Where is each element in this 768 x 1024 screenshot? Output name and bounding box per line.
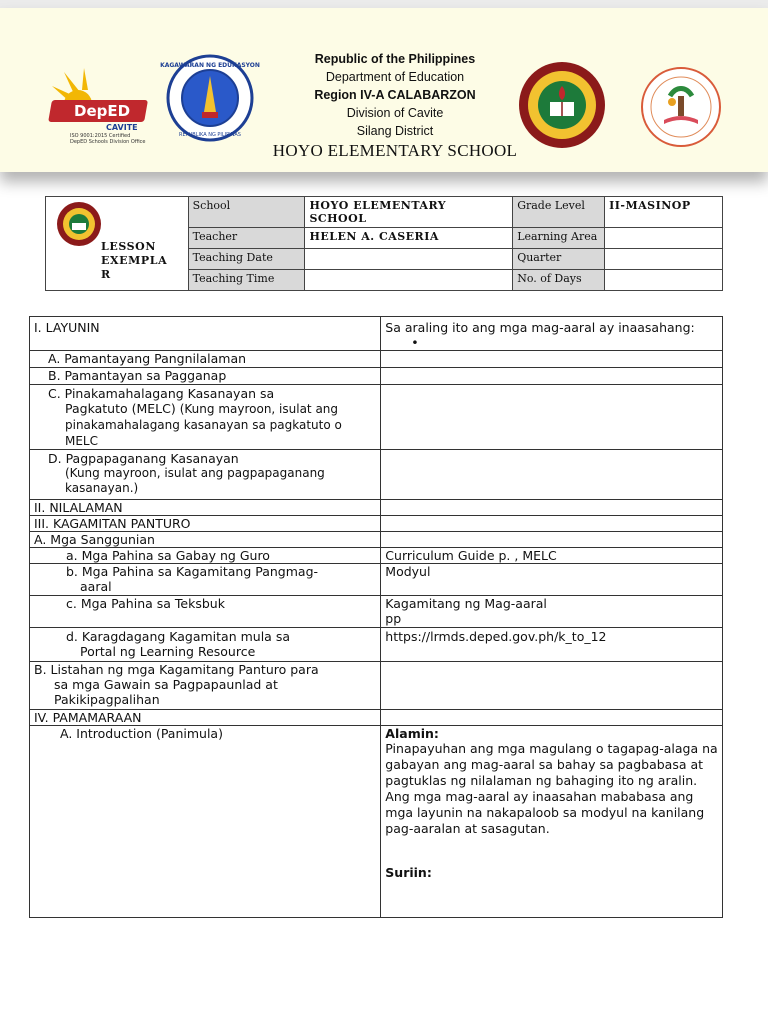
kagamitan-heading: III. KAGAMITAN PANTURO	[30, 516, 381, 532]
listahan-row	[30, 662, 381, 710]
teaching-date-label: Teaching Date	[188, 249, 305, 270]
melc-title: C. Pinakamahalagang Kasanayan sa	[48, 386, 275, 401]
learning-area-value	[605, 228, 723, 249]
layunin-cell	[381, 317, 723, 351]
school-label: School	[188, 197, 305, 228]
grade-value: II-MASINOP	[605, 197, 723, 228]
district-line: Silang District	[356, 124, 434, 138]
region-line: Region IV-A CALABARZON	[314, 88, 476, 102]
listahan-line1: B. Listahan ng mga Kagamitang Panturo para	[34, 662, 319, 677]
sanggunian-heading: A. Mga Sanggunian	[30, 532, 381, 548]
suriin-heading: Suriin:	[385, 865, 432, 880]
top-strip	[0, 0, 768, 8]
pamantayan-pagganap: B. Pamantayan sa Pagganap	[30, 368, 381, 385]
portal-row	[30, 628, 381, 662]
gabay-guro-row: a. Mga Pahina sa Gabay ng Guro	[30, 548, 381, 564]
teaching-time-label: Teaching Time	[188, 270, 305, 291]
melc-label: Pagkatuto (MELC)	[65, 401, 176, 416]
deped-cavite-logo	[48, 66, 156, 146]
lesson-label-line2: EXEMPLA	[101, 254, 168, 267]
pamamaraan-heading: IV. PAMAMARAAN	[30, 710, 381, 726]
teacher-label: Teacher	[188, 228, 305, 249]
lesson-exemplar-label	[101, 240, 167, 282]
quarter-label: Quarter	[513, 249, 605, 270]
portal-line2: Portal ng Learning Resource	[80, 644, 256, 659]
melc-row	[30, 385, 381, 450]
pagpapaganang-title: D. Pagpapaganang Kasanayan	[48, 451, 239, 466]
pamantayan-pagganap-value	[381, 368, 723, 385]
melc-title-line2	[48, 401, 376, 449]
pagpapaganang-note: (Kung mayroon, isulat ang pagpapaganang kasanayan.)	[65, 466, 325, 495]
pagpapaganang-kasanayan	[30, 450, 381, 500]
seal-top-text: KAGAWARAN NG EDUKASYON	[160, 62, 260, 69]
teacher-value: HELEN A. CASERIA	[305, 228, 513, 249]
school-small-seal-icon	[56, 201, 102, 247]
nilalaman-value	[381, 500, 723, 516]
days-value	[605, 270, 723, 291]
pamamaraan-value	[381, 710, 723, 726]
pamantayang-pangnilalaman-value	[381, 351, 723, 368]
republic-line: Republic of the Philippines	[314, 52, 476, 66]
deped-sub-text: CAVITE	[106, 123, 138, 132]
melc-note: (Kung mayroon, isulat ang pinakamahalagang kasanayan sa pagkatuto o MELC	[65, 402, 342, 448]
school-value-line2: SCHOOL	[309, 212, 367, 225]
portal-line1: d. Karagdagang Kagamitan mula sa	[66, 629, 290, 644]
letterhead	[0, 8, 768, 172]
days-label: No. of Days	[513, 270, 605, 291]
alamin-text: Pinapayuhan ang mga magulang o tagapag-alaga na gabayan ang mag-aaral sa bahay sa pagbabasa at pagtuklas ng nilalaman ng bahaging ito ng aralin. Ang mga mag-aaral ay inaasahan mababasa ang mga layunin na nakapaloob sa modyul na kanilang pag-aaralan at sasagutan.	[385, 741, 718, 836]
teksbuk-value-line2: pp	[385, 611, 402, 626]
melc-value	[381, 385, 723, 450]
school-value-line1: HOYO ELEMENTARY	[309, 199, 447, 212]
pagpapaganang-value	[381, 450, 723, 500]
lesson-label-line3: R	[101, 268, 111, 281]
lesson-info-table	[45, 196, 723, 291]
school-value	[305, 197, 513, 228]
introduction-row: A. Introduction (Panimula)	[30, 726, 381, 918]
listahan-value	[381, 662, 723, 710]
deped-cert-2: DepED Schools Division Office	[70, 139, 146, 145]
kagamitan-value	[381, 516, 723, 532]
teaching-time-value	[305, 270, 513, 291]
letterhead-text	[230, 50, 560, 160]
gabay-guro-value: Curriculum Guide p. , MELC	[381, 548, 723, 564]
pamantayang-pangnilalaman: A. Pamantayang Pangnilalaman	[30, 351, 381, 368]
kagamitang-line1: b. Mga Pahina sa Kagamitang Pangmag-	[66, 564, 319, 579]
school-name: HOYO ELEMENTARY SCHOOL	[272, 141, 518, 160]
layunin-bullet: •	[411, 335, 419, 350]
kagamitang-pangmag-aaral-row	[30, 564, 381, 596]
teksbuk-row: c. Mga Pahina sa Teksbuk	[30, 596, 381, 628]
deped-cert-1: ISO 9001:2015 Certified	[70, 133, 131, 139]
layunin-heading: I. LAYUNIN	[30, 317, 381, 351]
teksbuk-value-line1: Kagamitang ng Mag-aaral	[385, 596, 547, 611]
kagamitang-value: Modyul	[381, 564, 723, 596]
introduction-content	[381, 726, 723, 918]
teksbuk-value	[381, 596, 723, 628]
layunin-intro-text: Sa araling ito ang mga mag-aaral ay inaasahang:	[385, 320, 695, 335]
nilalaman-heading: II. NILALAMAN	[30, 500, 381, 516]
alamin-heading: Alamin:	[385, 726, 439, 741]
lesson-logo-cell	[46, 197, 189, 291]
portal-link: https://lrmds.deped.gov.ph/k_to_12	[381, 628, 723, 662]
grade-label: Grade Level	[513, 197, 605, 228]
listahan-line3: Pakikipagpalihan	[54, 692, 160, 707]
learning-area-label: Learning Area	[513, 228, 605, 249]
school-seal-icon	[640, 66, 722, 148]
division-seal-icon	[517, 60, 607, 150]
sanggunian-value	[381, 532, 723, 548]
teaching-date-value	[305, 249, 513, 270]
lesson-plan-table	[29, 316, 723, 918]
department-line: Department of Education	[325, 70, 465, 84]
division-line: Division of Cavite	[346, 106, 444, 120]
deped-brand-text: DepED	[74, 102, 131, 120]
lesson-label-line1: LESSON	[101, 240, 157, 253]
seal-bottom-text: REPUBLIKA NG PILIPINAS	[179, 132, 241, 138]
listahan-line2: sa mga Gawain sa Pagpapaunlad at	[54, 677, 278, 692]
quarter-value	[605, 249, 723, 270]
kagamitang-line2: aaral	[80, 579, 112, 594]
